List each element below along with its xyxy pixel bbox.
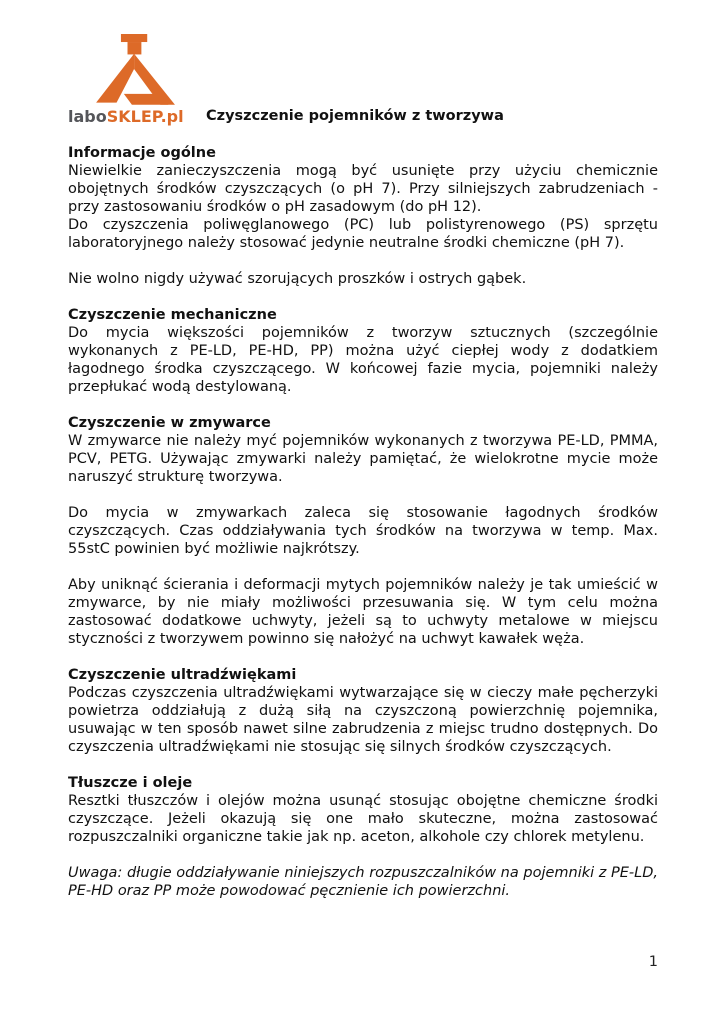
note-paragraph: Uwaga: długie oddziaływanie niniejszych rozpuszczalników na pojemniki z PE-LD, PE-HD oraz PP może powodować pęcznienie ich powierzchni. [68, 865, 658, 899]
brand-logo [68, 34, 188, 127]
sections [68, 144, 658, 900]
blank-line [68, 486, 658, 504]
body-paragraph: Nie wolno nigdy używać szorujących proszków i ostrych gąbek. [68, 271, 527, 287]
body-paragraph: Niewielkie zanieczyszczenia mogą być usunięte przy użyciu chemicznie obojętnych środków czyszczących (o pH 7). Przy silniejszych zabrudzeniach - przy zastosowaniu środków o pH zasadowym (do pH 12). [68, 163, 658, 215]
brand-suffix: .pl [160, 107, 184, 126]
blank-line [68, 252, 658, 270]
body-paragraph: Podczas czyszczenia ultradźwiękami wytwarzające się w cieczy małe pęcherzyki powietrza oddziałują z dużą siłą na czyszczoną powierzchnię pojemnika, usuwając w ten sposób nawet silne zabrudzenia z miejsc trudno dostępnych. Do czyszczenia ultradźwiękami nie stosując się silnych środków czyszczących. [68, 685, 658, 755]
document-section [68, 144, 658, 288]
section-heading: Czyszczenie ultradźwiękami [68, 667, 297, 683]
flask-a-icon [96, 34, 178, 107]
document-section [68, 666, 658, 756]
body-paragraph: Do mycia w zmywarkach zaleca się stosowanie łagodnych środków czyszczących. Czas oddziaływania tych środków na tworzywa w temp. Max. 55stC powinien być możliwie najkrótszy. [68, 505, 658, 557]
section-heading: Czyszczenie w zmywarce [68, 415, 271, 431]
body-paragraph: W zmywarce nie należy myć pojemników wykonanych z tworzywa PE-LD, PMMA, PCV, PETG. Używając zmywarki należy pamiętać, że wielokrotne mycie może naruszyć strukturę tworzywa. [68, 433, 658, 485]
body-paragraph: Do mycia większości pojemników z tworzyw sztucznych (szczególnie wykonanych z PE-LD, PE-HD, PP) można użyć ciepłej wody z dodatkiem łagodnego środka czyszczącego. W końcowej fazie mycia, pojemniki należy przepłukać wodą destylowaną. [68, 325, 658, 395]
body-paragraph: Resztki tłuszczów i olejów można usunąć stosując obojętne chemiczne środki czyszczące. Jeżeli okazują się one mało skuteczne, można zastosować rozpuszczalniki organiczne takie jak np. aceton, alkohole czy chlorek metylenu. [68, 793, 658, 845]
section-heading: Czyszczenie mechaniczne [68, 307, 277, 323]
blank-line [68, 558, 658, 576]
document-title: Czyszczenie pojemników z tworzywa [206, 108, 504, 124]
body-paragraph: Aby uniknąć ścierania i deformacji mytych pojemników należy je tak umieścić w zmywarce, by nie miały możliwości przesuwania się. W tym celu można zastosować dodatkowe uchwyty, jeżeli są to uchwyty metalowe w miejscu styczności z tworzywem powinno się nałożyć na uchwyt kawałek węża. [68, 577, 658, 647]
document-section [68, 306, 658, 396]
page-number: 1 [648, 954, 658, 970]
section-heading: Informacje ogólne [68, 145, 216, 161]
brand-main: SKLEP [106, 107, 161, 126]
body-paragraph: Do czyszczenia poliwęglanowego (PC) lub polistyrenowego (PS) sprzętu laboratoryjnego należy stosować jedynie neutralne środki chemiczne (pH 7). [68, 217, 658, 251]
document-section [68, 774, 658, 900]
brand-prefix: labo [68, 107, 107, 126]
document-section [68, 414, 658, 648]
blank-line [68, 846, 658, 864]
section-heading: Tłuszcze i oleje [68, 775, 193, 791]
brand-wordmark [68, 107, 188, 127]
document-header [68, 34, 658, 127]
